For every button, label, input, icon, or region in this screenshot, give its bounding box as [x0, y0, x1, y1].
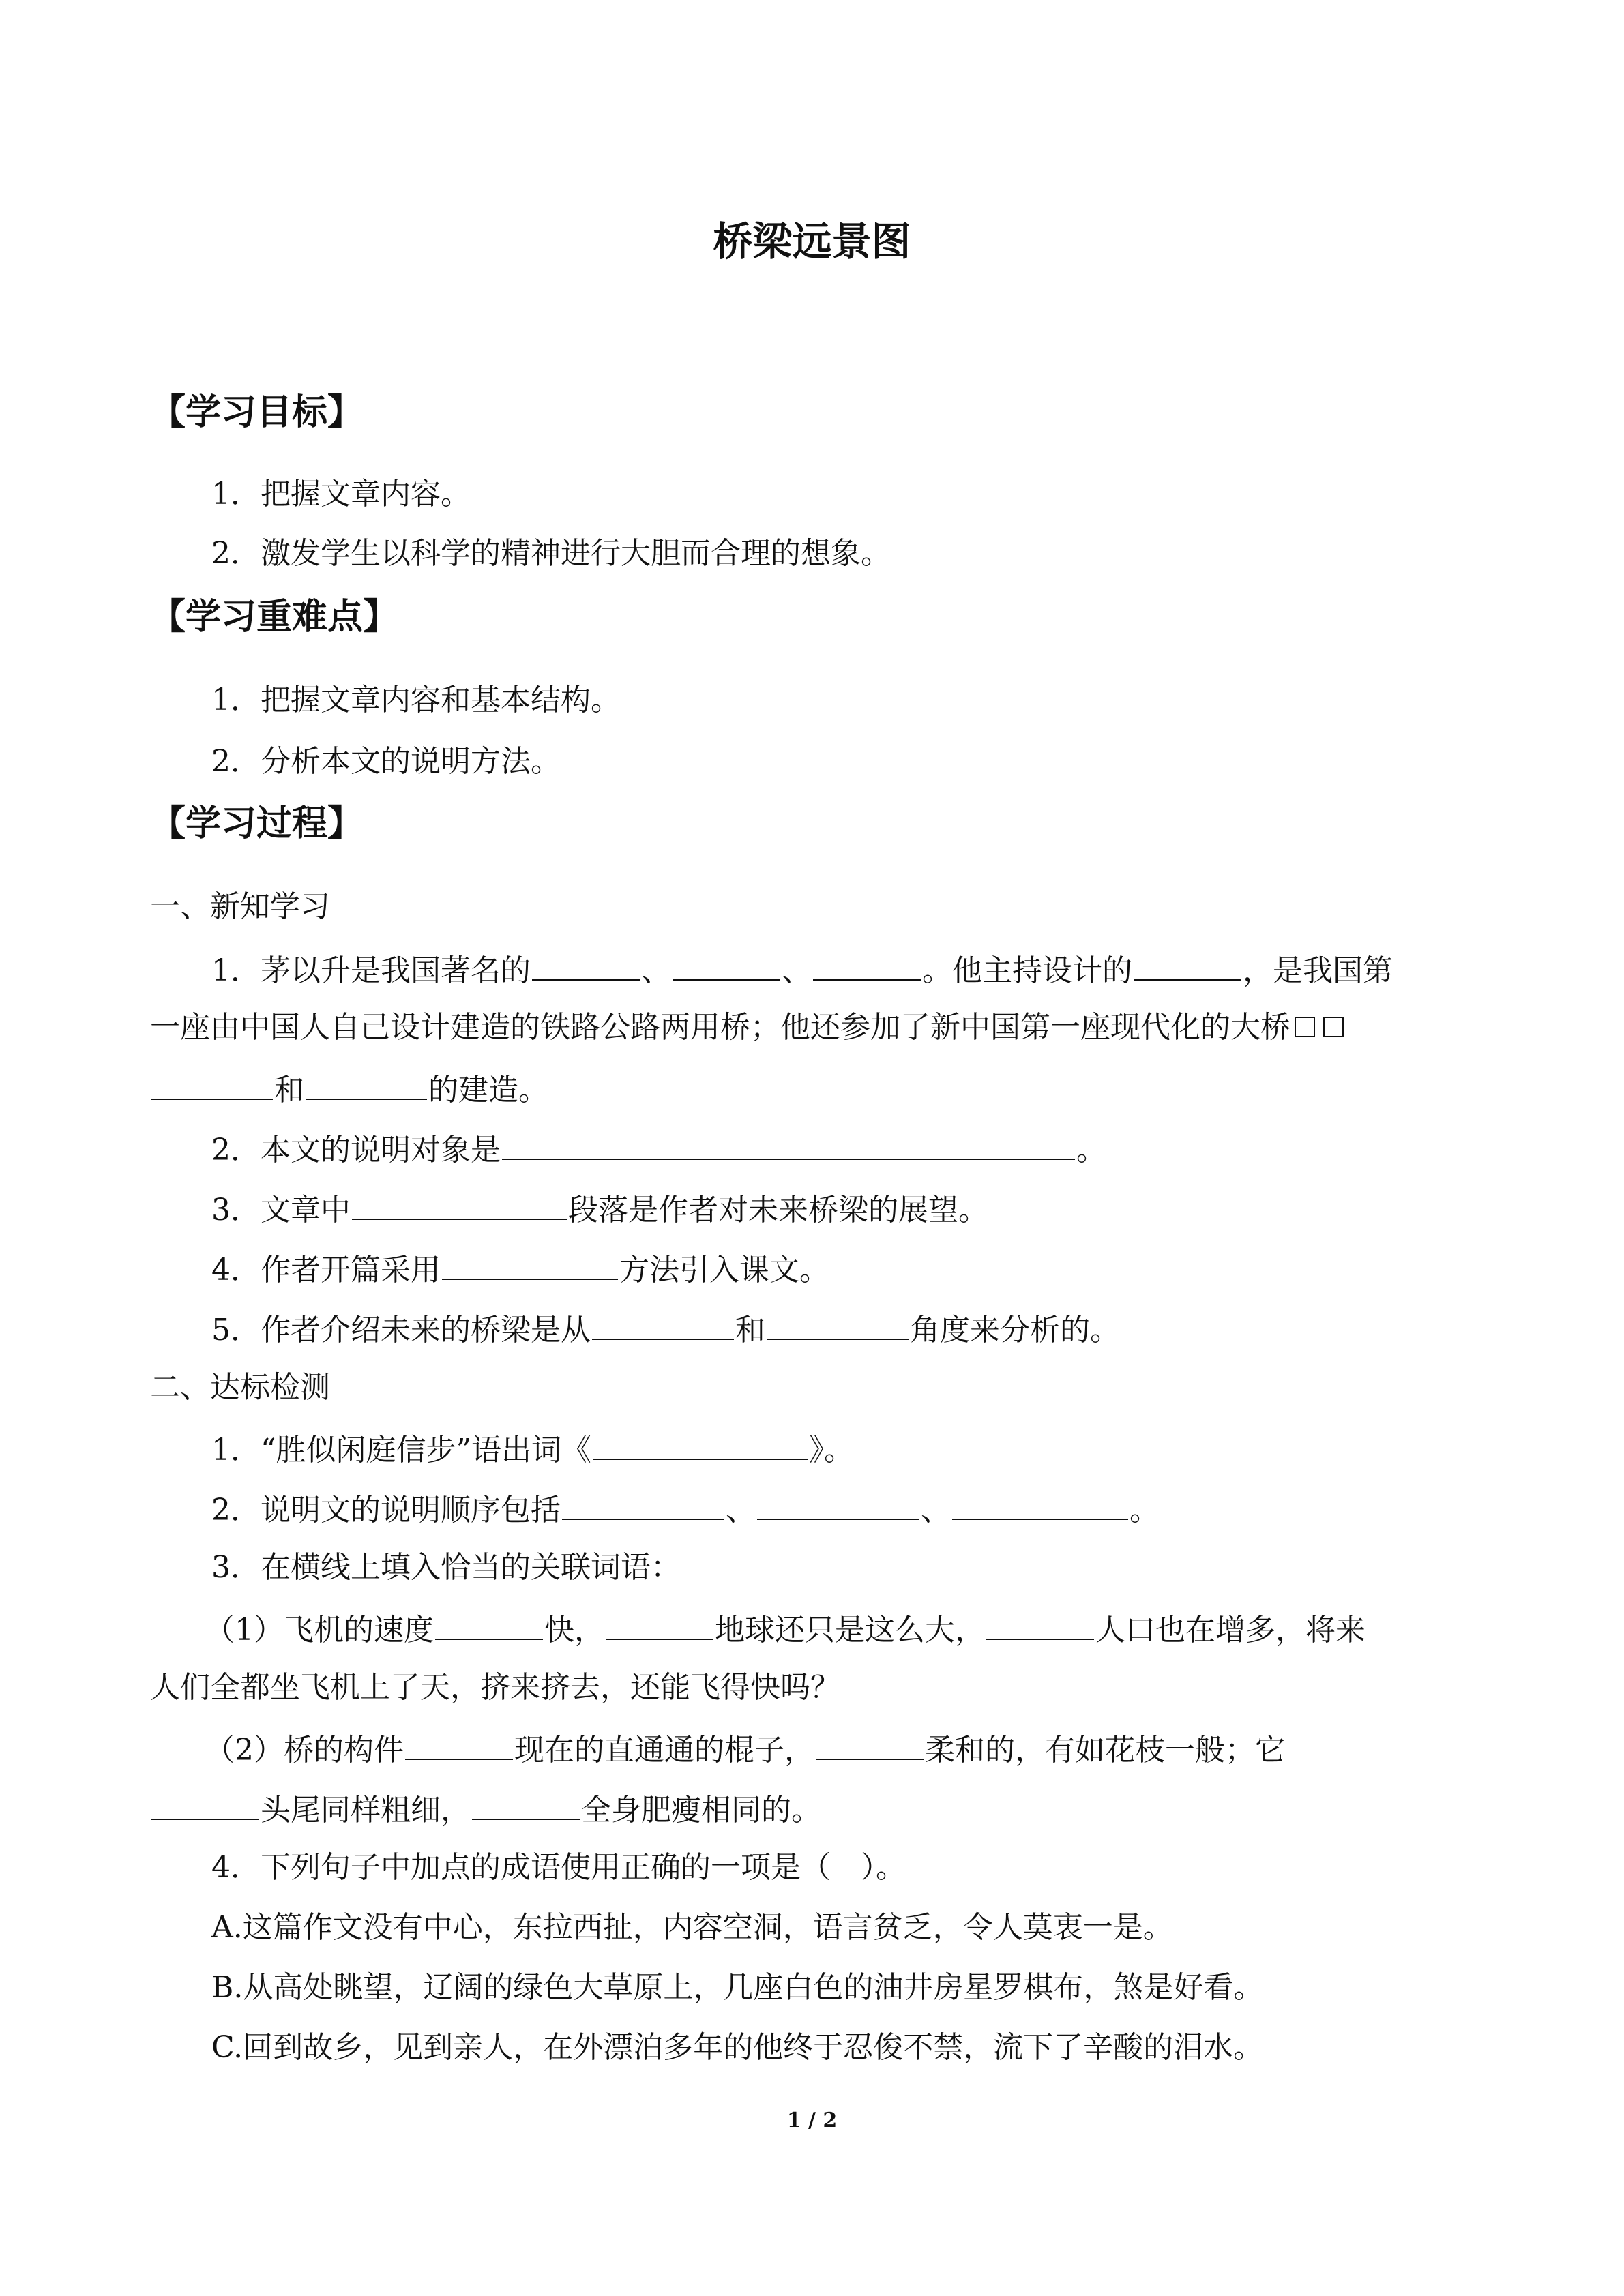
- page-number: 1 / 2: [786, 2108, 838, 2132]
- part1-question-1: 1．茅以升是我国著名的 、 、 。他主持设计的 ，是我国第: [211, 948, 1393, 992]
- answer-blank[interactable]: [442, 1247, 618, 1280]
- part2-question-3-sentence-1-line-2: 人们全都坐飞机上了天，挤来挤去，还能飞得快吗？: [150, 1670, 840, 1705]
- answer-blank[interactable]: [532, 948, 640, 981]
- goal-item-1: 1．把握文章内容。: [211, 477, 471, 511]
- answer-blank[interactable]: [435, 1607, 543, 1640]
- page-title: 桥梁远景图: [713, 218, 911, 265]
- answer-blank[interactable]: [151, 1787, 259, 1820]
- missing-char-box: [1295, 1017, 1315, 1037]
- answer-blank[interactable]: [405, 1727, 513, 1760]
- answer-blank[interactable]: [952, 1487, 1128, 1520]
- option-b: B.从高处眺望，辽阔的绿色大草原上，几座白色的油井房星罗棋布，煞是好看。: [211, 1970, 1264, 2005]
- answer-blank[interactable]: [352, 1187, 567, 1220]
- part1-question-4: 4．作者开篇采用 方法引入课文。: [211, 1247, 829, 1291]
- answer-blank[interactable]: [757, 1487, 919, 1520]
- section-heading-goals: 【学习目标】: [150, 392, 364, 433]
- answer-blank[interactable]: [151, 1067, 273, 1100]
- option-a: A.这篇作文没有中心，东拉西扯，内容空洞，语言贫乏，令人莫衷一是。: [211, 1910, 1173, 1945]
- part2-question-3-sentence-2: （2）桥的构件 现在的直通通的棍子， 柔和的，有如花枝一般；它: [205, 1727, 1285, 1771]
- key-point-item-1: 1．把握文章内容和基本结构。: [211, 683, 621, 717]
- answer-blank[interactable]: [306, 1067, 427, 1100]
- part2-question-2: 2．说明文的说明顺序包括 、 、 。: [211, 1487, 1160, 1531]
- section-heading-process: 【学习过程】: [150, 803, 364, 844]
- part2-question-3: 3．在横线上填入恰当的关联词语：: [211, 1550, 681, 1585]
- missing-char-box: [1323, 1017, 1344, 1037]
- part1-question-5: 5．作者介绍未来的桥梁是从 和 角度来分析的。: [211, 1307, 1120, 1351]
- answer-blank[interactable]: [472, 1787, 580, 1820]
- part2-question-1: 1．“胜似闲庭信步”语出词《 》。: [211, 1427, 854, 1471]
- section-heading-key-points: 【学习重难点】: [150, 597, 399, 638]
- part1-title: 一、新知学习: [150, 889, 330, 924]
- key-point-item-2: 2．分析本文的说明方法。: [211, 744, 561, 779]
- answer-blank[interactable]: [1134, 948, 1241, 981]
- answer-blank[interactable]: [502, 1127, 1075, 1160]
- part2-question-3-sentence-2-line-2: 头尾同样粗细， 全身肥瘦相同的。: [150, 1787, 821, 1831]
- answer-blank[interactable]: [673, 948, 780, 981]
- answer-blank[interactable]: [592, 1307, 734, 1340]
- part2-question-3-sentence-1: （1）飞机的速度 快， 地球还只是这么大， 人口也在增多，将来: [205, 1607, 1365, 1651]
- part1-question-1-line-3: 和 的建造。: [150, 1067, 548, 1111]
- answer-blank[interactable]: [813, 948, 921, 981]
- option-c: C.回到故乡，见到亲人，在外漂泊多年的他终于忍俊不禁，流下了辛酸的泪水。: [211, 2030, 1264, 2065]
- part1-question-3: 3．文章中 段落是作者对未来桥梁的展望。: [211, 1187, 988, 1231]
- part1-question-2: 2．本文的说明对象是 。: [211, 1127, 1106, 1171]
- answer-blank[interactable]: [562, 1487, 724, 1520]
- goal-item-2: 2．激发学生以科学的精神进行大胆而合理的想象。: [211, 536, 891, 571]
- part1-question-1-line-2: 一座由中国人自己设计建造的铁路公路两用桥；他还参加了新中国第一座现代化的大桥: [150, 1007, 1348, 1048]
- answer-blank[interactable]: [767, 1307, 909, 1340]
- part2-title: 二、达标检测: [150, 1370, 330, 1405]
- part2-question-4: 4．下列句子中加点的成语使用正确的一项是（ ）。: [211, 1850, 906, 1885]
- answer-blank[interactable]: [593, 1427, 808, 1460]
- answer-blank[interactable]: [816, 1727, 924, 1760]
- answer-blank[interactable]: [606, 1607, 713, 1640]
- answer-blank[interactable]: [986, 1607, 1094, 1640]
